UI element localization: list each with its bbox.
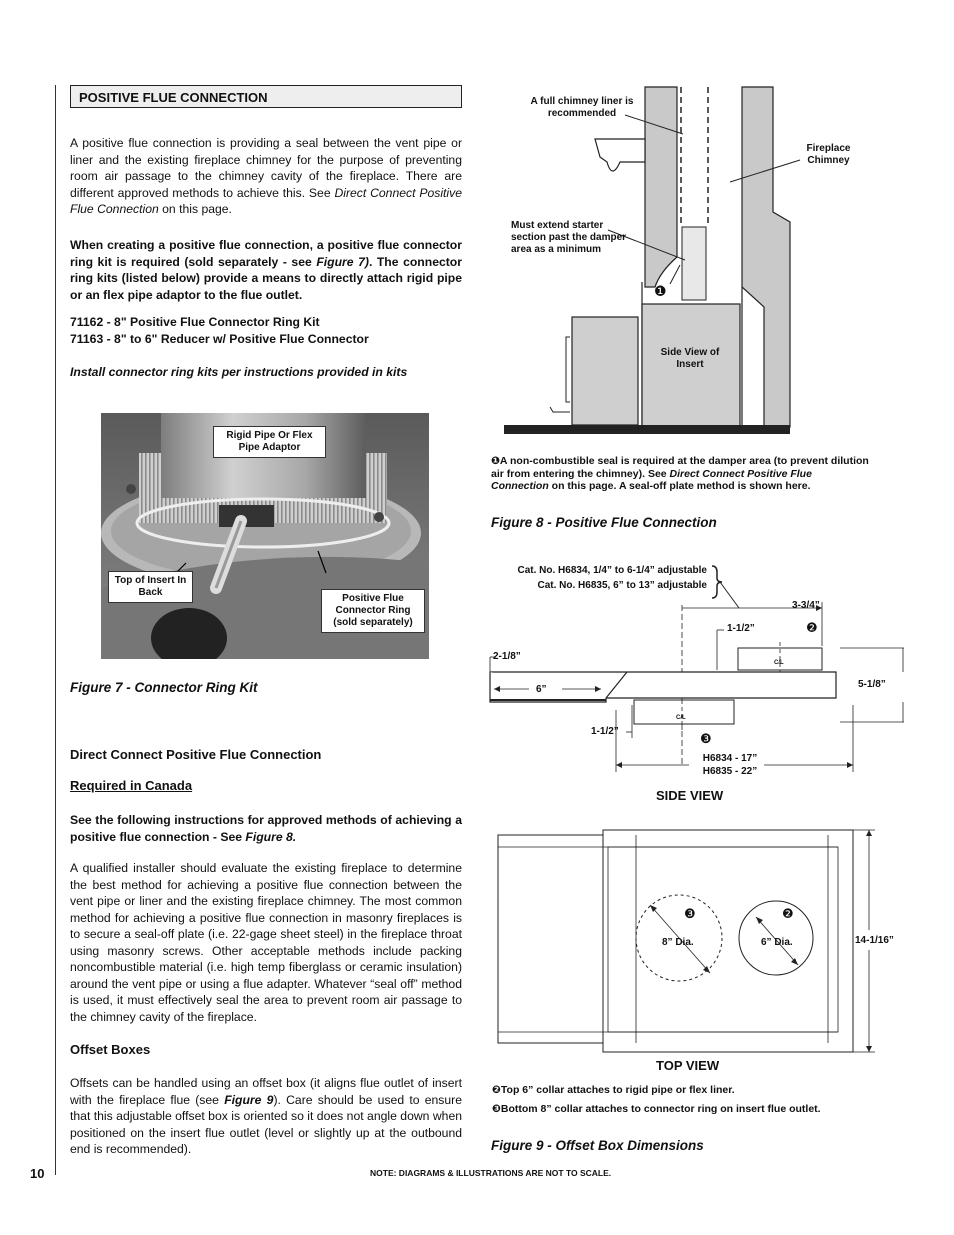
dia-8: 8” Dia. — [662, 937, 694, 948]
kit-required-paragraph — [70, 237, 462, 303]
kit-list — [70, 314, 462, 347]
required-in-canada-heading: Required in Canada — [70, 778, 193, 793]
top-view-label: TOP VIEW — [656, 1058, 720, 1073]
photo-label-rigid-pipe: Rigid Pipe Or Flex Pipe Adaptor — [213, 426, 326, 458]
note-3-text: Bottom 8” collar attaches to connector ring on insert flue outlet. — [500, 1103, 821, 1115]
intro-end: on this page. — [158, 202, 232, 216]
dim-5-1-8: 5-1/8” — [858, 679, 886, 690]
marker-2-side: ❷ — [806, 620, 818, 635]
dim-1-1-2-bottom: 1-1/2” — [591, 726, 619, 737]
direct-connect-heading: Direct Connect Positive Flue Connection — [70, 747, 322, 762]
photo-label-top-of-insert: Top of Insert In Back — [108, 571, 193, 603]
kit-required-text-b: . The connector ring kits (listed below) provide a means to directly attach rigid pipe or an flex pipe adaptor to the flue outlet. — [70, 254, 462, 302]
dim-14-1-16: 14-1/16” — [855, 935, 894, 946]
figure-8-diagram — [490, 82, 880, 442]
length-h6835: H6835 - 22” — [702, 766, 758, 777]
figure-9-caption: Figure 9 - Offset Box Dimensions — [491, 1138, 704, 1153]
figure-8-note-ref: Direct Connect Positive Flue Connection — [491, 467, 812, 492]
dim-6: 6” — [536, 684, 547, 695]
connector-ring-photo — [101, 413, 429, 659]
qualified-installer-paragraph: A qualified installer should evaluate the existing fireplace to determine the best method for achieving a positive flue connection between the vent pipe or liner and the existing fireplace chimney. The most common method for achieving a positive flue connection in masonry fireplaces is to secure a seal-off plate (i.e. 22-gage sheet steel) in the fireplace throat using masonry screws. Other acceptable methods include packing noncombustible material (i.e. high temp fiberglass or ceramic insulation) around the vent pipe or using a flue adapter. Whatever “seal off” method is used, it must effectively seal the area to prevent room air passage to the chimney cavity of the fireplace. — [70, 861, 462, 1024]
label-chimney-liner: A full chimney liner is recommended — [530, 96, 634, 119]
cat-h6835: Cat. No. H6835, 6” to 13” adjustable — [537, 580, 707, 591]
section-title: POSITIVE FLUE CONNECTION — [70, 85, 462, 108]
side-view-label: SIDE VIEW — [656, 788, 724, 803]
note-3-marker: ❸ — [492, 1103, 501, 1115]
offset-boxes-paragraph — [70, 1075, 462, 1158]
figure-7-caption: Figure 7 - Connector Ring Kit — [70, 680, 258, 695]
cat-h6834: Cat. No. H6834, 1/4” to 6-1/4” adjustable — [517, 565, 707, 576]
kit-item-71163: 71163 - 8" to 6" Reducer w/ Positive Flue Connector — [70, 331, 369, 346]
kit-item-71162: 71162 - 8" Positive Flue Connector Ring Kit — [70, 315, 320, 329]
photo-label-connector-ring: Positive Flue Connector Ring (sold separately) — [321, 589, 425, 633]
label-fireplace-chimney: Fireplace Chimney — [806, 143, 851, 166]
see-instructions-text: See the following instructions for approved methods of achieving a positive flue connection - See — [70, 813, 462, 844]
figure-8-note — [491, 455, 871, 493]
offset-ref: Figure 9 — [224, 1092, 274, 1107]
offset-text-b: ). Care should be used to ensure that this adjustable offset box is oriented so it does not angle down when positioned on the insert flue outlet (level or slightly up at the outbound end is recommended). — [70, 1092, 462, 1156]
figure-8-note-text: A non-combustible seal is required at the damper area (to prevent dilution air from entering the chimney). See — [491, 455, 869, 480]
dim-1-1-2-top: 1-1/2” — [727, 623, 755, 634]
intro-text: A positive flue connection is providing a seal between the vent pipe or liner and the existing fireplace chimney for the purpose of preventing room air passage to the chimney cavity of the fireplace. There are different approved methods to achieve this. See — [70, 136, 462, 200]
offset-boxes-heading: Offset Boxes — [70, 1042, 151, 1057]
page-number: 10 — [30, 1166, 45, 1181]
marker-2-top: ❷ — [782, 906, 794, 921]
see-instructions-ref: Figure 8. — [245, 829, 297, 844]
cl-bottom: C/L — [676, 715, 686, 721]
dim-2-1-8: 2-1/8” — [493, 651, 521, 662]
intro-ref: Direct Connect Positive Flue Connection — [70, 185, 462, 216]
install-note: Install connector ring kits per instructions provided in kits — [70, 365, 408, 379]
kit-required-ref: Figure 7) — [316, 254, 369, 269]
note-marker-2 — [492, 1084, 735, 1097]
offset-text: Offsets can be handled using an offset box (it aligns flue outlet of insert with the fireplace flue (see — [70, 1076, 462, 1107]
see-instructions-paragraph — [70, 812, 462, 845]
dia-6: 6” Dia. — [761, 937, 793, 948]
figure-9-top-view — [490, 825, 900, 1060]
footer-note: NOTE: DIAGRAMS & ILLUSTRATIONS ARE NOT TO SCALE. — [370, 1168, 612, 1178]
label-side-view-insert: Side View of Insert — [660, 347, 720, 370]
marker-3-side: ❸ — [700, 731, 712, 746]
cl-top: C/L — [774, 660, 784, 666]
kit-required-text: When creating a positive flue connection, a positive flue connector ring kit is required (sold separately - see — [70, 238, 462, 269]
note-2-marker: ❷ — [492, 1084, 501, 1096]
length-h6834: H6834 - 17” — [702, 753, 758, 764]
seal-marker-1: ❶ — [654, 283, 667, 299]
note-marker-3 — [492, 1103, 821, 1116]
left-margin-rule — [55, 85, 56, 1175]
note-2-text: Top 6” collar attaches to rigid pipe or flex liner. — [500, 1084, 735, 1096]
figure-8-note-marker: ❶ — [491, 455, 500, 467]
marker-3-top: ❸ — [684, 906, 696, 921]
figure-8-caption: Figure 8 - Positive Flue Connection — [491, 515, 717, 530]
label-starter-section: Must extend starter section past the damper area as a minimum — [511, 220, 627, 255]
figure-8-note-text-b: on this page. A seal-off plate method is shown here. — [548, 480, 811, 492]
intro-paragraph — [70, 135, 462, 218]
dim-3-3-4: 3-3/4” — [792, 600, 820, 611]
